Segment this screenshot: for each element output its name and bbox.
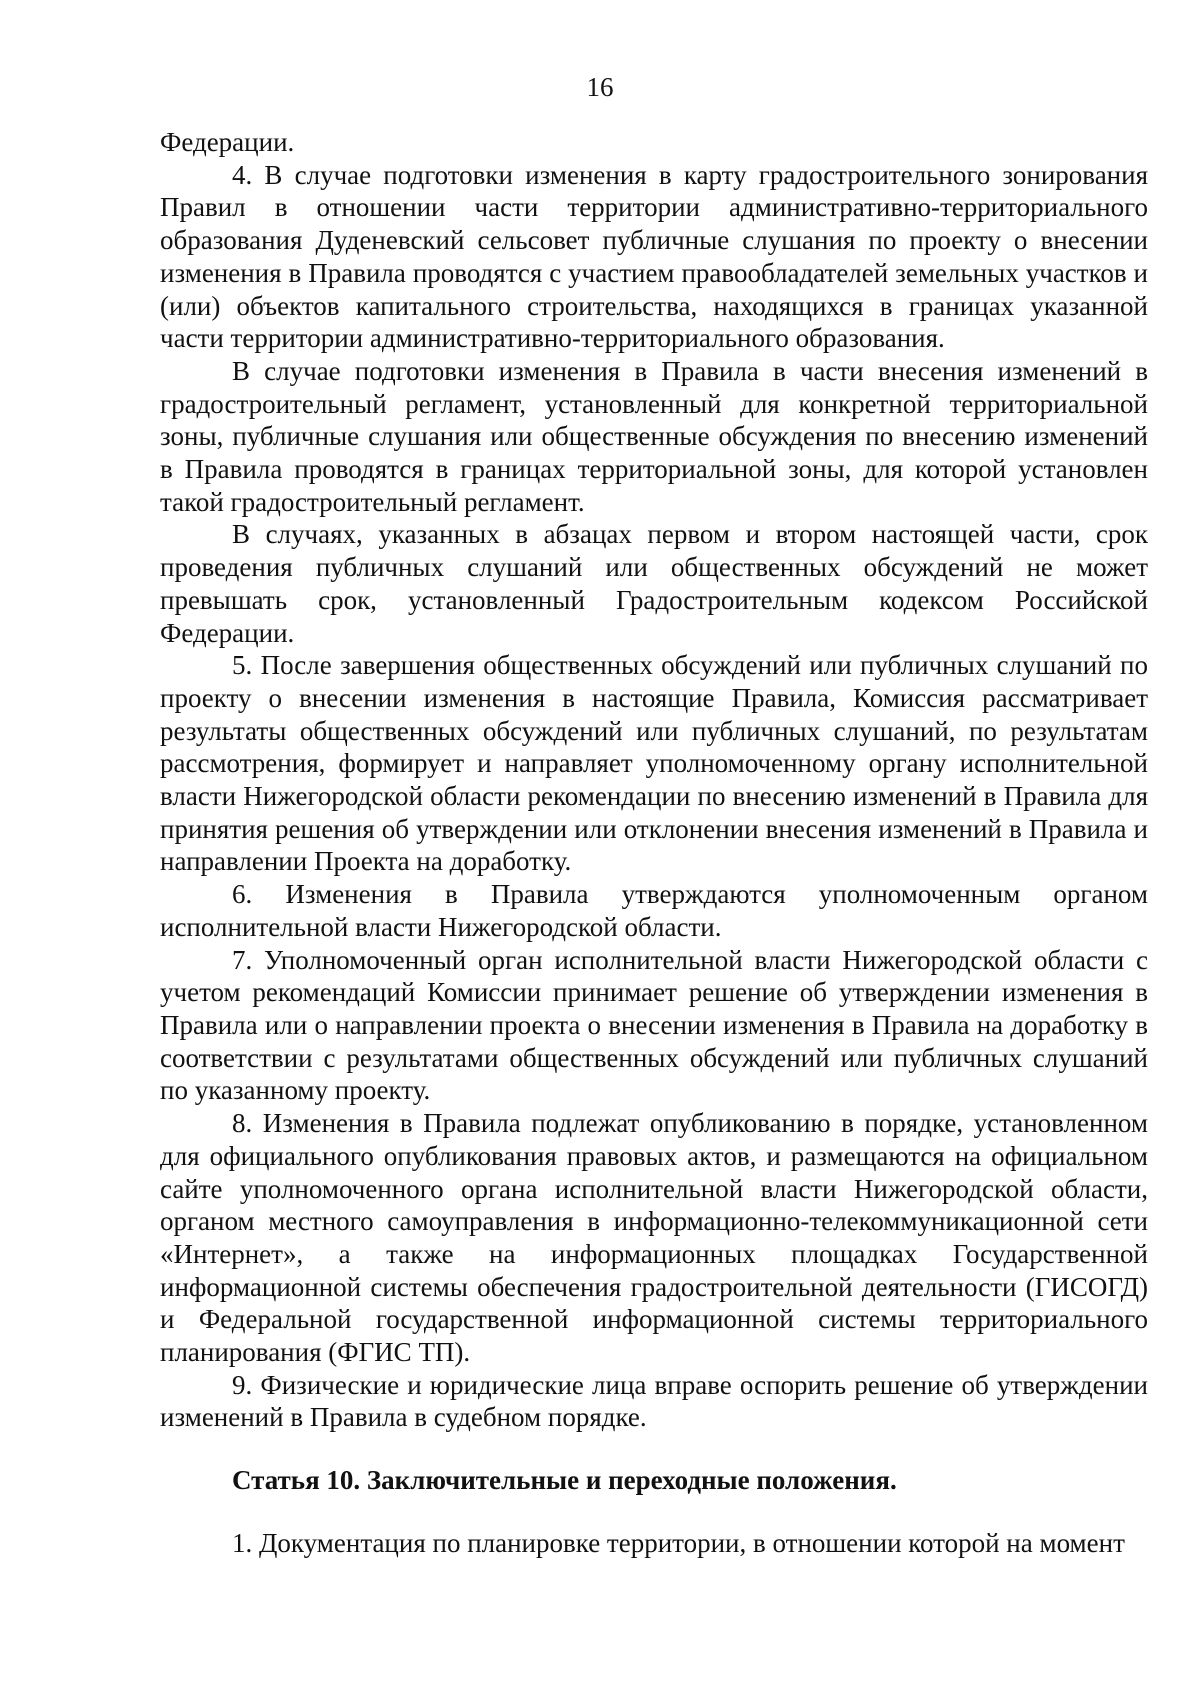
paragraph-item-5: 5. После завершения общественных обсуждений или публичных слушаний по проекту о внесении изменения в настоящие Правила, Комиссия рассматривает результаты общественных обсуждений или публичных слушаний, по результатам рассмотрения, формирует и направляет уполномоченному органу исполнительной власти Нижегородской области рекомендации по внесению изменений в Правила для принятия решения об утверждении или отклонении внесения изменений в Правила и направлении Проекта на доработку. <box>160 650 1148 877</box>
paragraph-term: В случаях, указанных в абзацах первом и втором настоящей части, срок проведения публичных слушаний или общественных обсуждений не может превышать срок, установленный Градостроительным кодексом Российской Федерации. <box>160 519 1148 648</box>
article-heading: Статья 10. Заключительные и переходные положения. <box>232 1465 897 1496</box>
paragraph-item-8: 8. Изменения в Правила подлежат опубликованию в порядке, установленном для официального опубликования правовых актов, и размещаются на официальном сайте уполномоченного органа исполнительной власти Нижегородской области, органом местного самоуправления в информационно-телекоммуникационной сети «Интернет», а также на информационных площадках Государственной информационной системы обеспечения градостроительной деятельности (ГИСОГД) и Федеральной государственной информационной системы территориального планирования (ФГИС ТП). <box>160 1108 1148 1368</box>
paragraph-item-7: 7. Уполномоченный орган исполнительной власти Нижегородской области с учетом рекомендаций Комиссии принимает решение об утверждении изменения в Правила или о направлении проекта о внесении изменения в Правила на доработку в соответствии с результатами общественных обсуждений или публичных слушаний по указанному проекту. <box>160 944 1148 1106</box>
paragraph-item-4: 4. В случае подготовки изменения в карту градостроительного зонирования Правил в отношении части территории административно-территориального образования Дуденевский сельсовет публичные слушания по проекту о внесении изменения в Правила проводятся с участием правообладателей земельных участков и (или) объектов капитального строительства, находящихся в границах указанной части территории административно-территориального образования. <box>160 159 1148 354</box>
page-number: 16 <box>586 72 614 102</box>
paragraph-regulation-change: В случае подготовки изменения в Правила в части внесения изменений в градостроительный регламент, установленный для конкретной территориальной зоны, публичные слушания или общественные обсуждения по внесению изменений в Правила проводятся в границах территориальной зоны, для которой установлен такой градостроительный регламент. <box>160 355 1148 517</box>
paragraph-item-9: 9. Физические и юридические лица вправе оспорить решение об утверждении изменений в Правила в судебном порядке. <box>160 1369 1148 1433</box>
article-paragraph-1: 1. Документация по планировке территории, в отношении которой на момент <box>232 1527 1125 1558</box>
paragraph-federation-end: Федерации. <box>160 127 295 157</box>
document-body <box>160 126 1148 1560</box>
paragraph-item-6: 6. Изменения в Правила утверждаются уполномоченным органом исполнительной власти Нижегородской области. <box>160 879 1148 942</box>
